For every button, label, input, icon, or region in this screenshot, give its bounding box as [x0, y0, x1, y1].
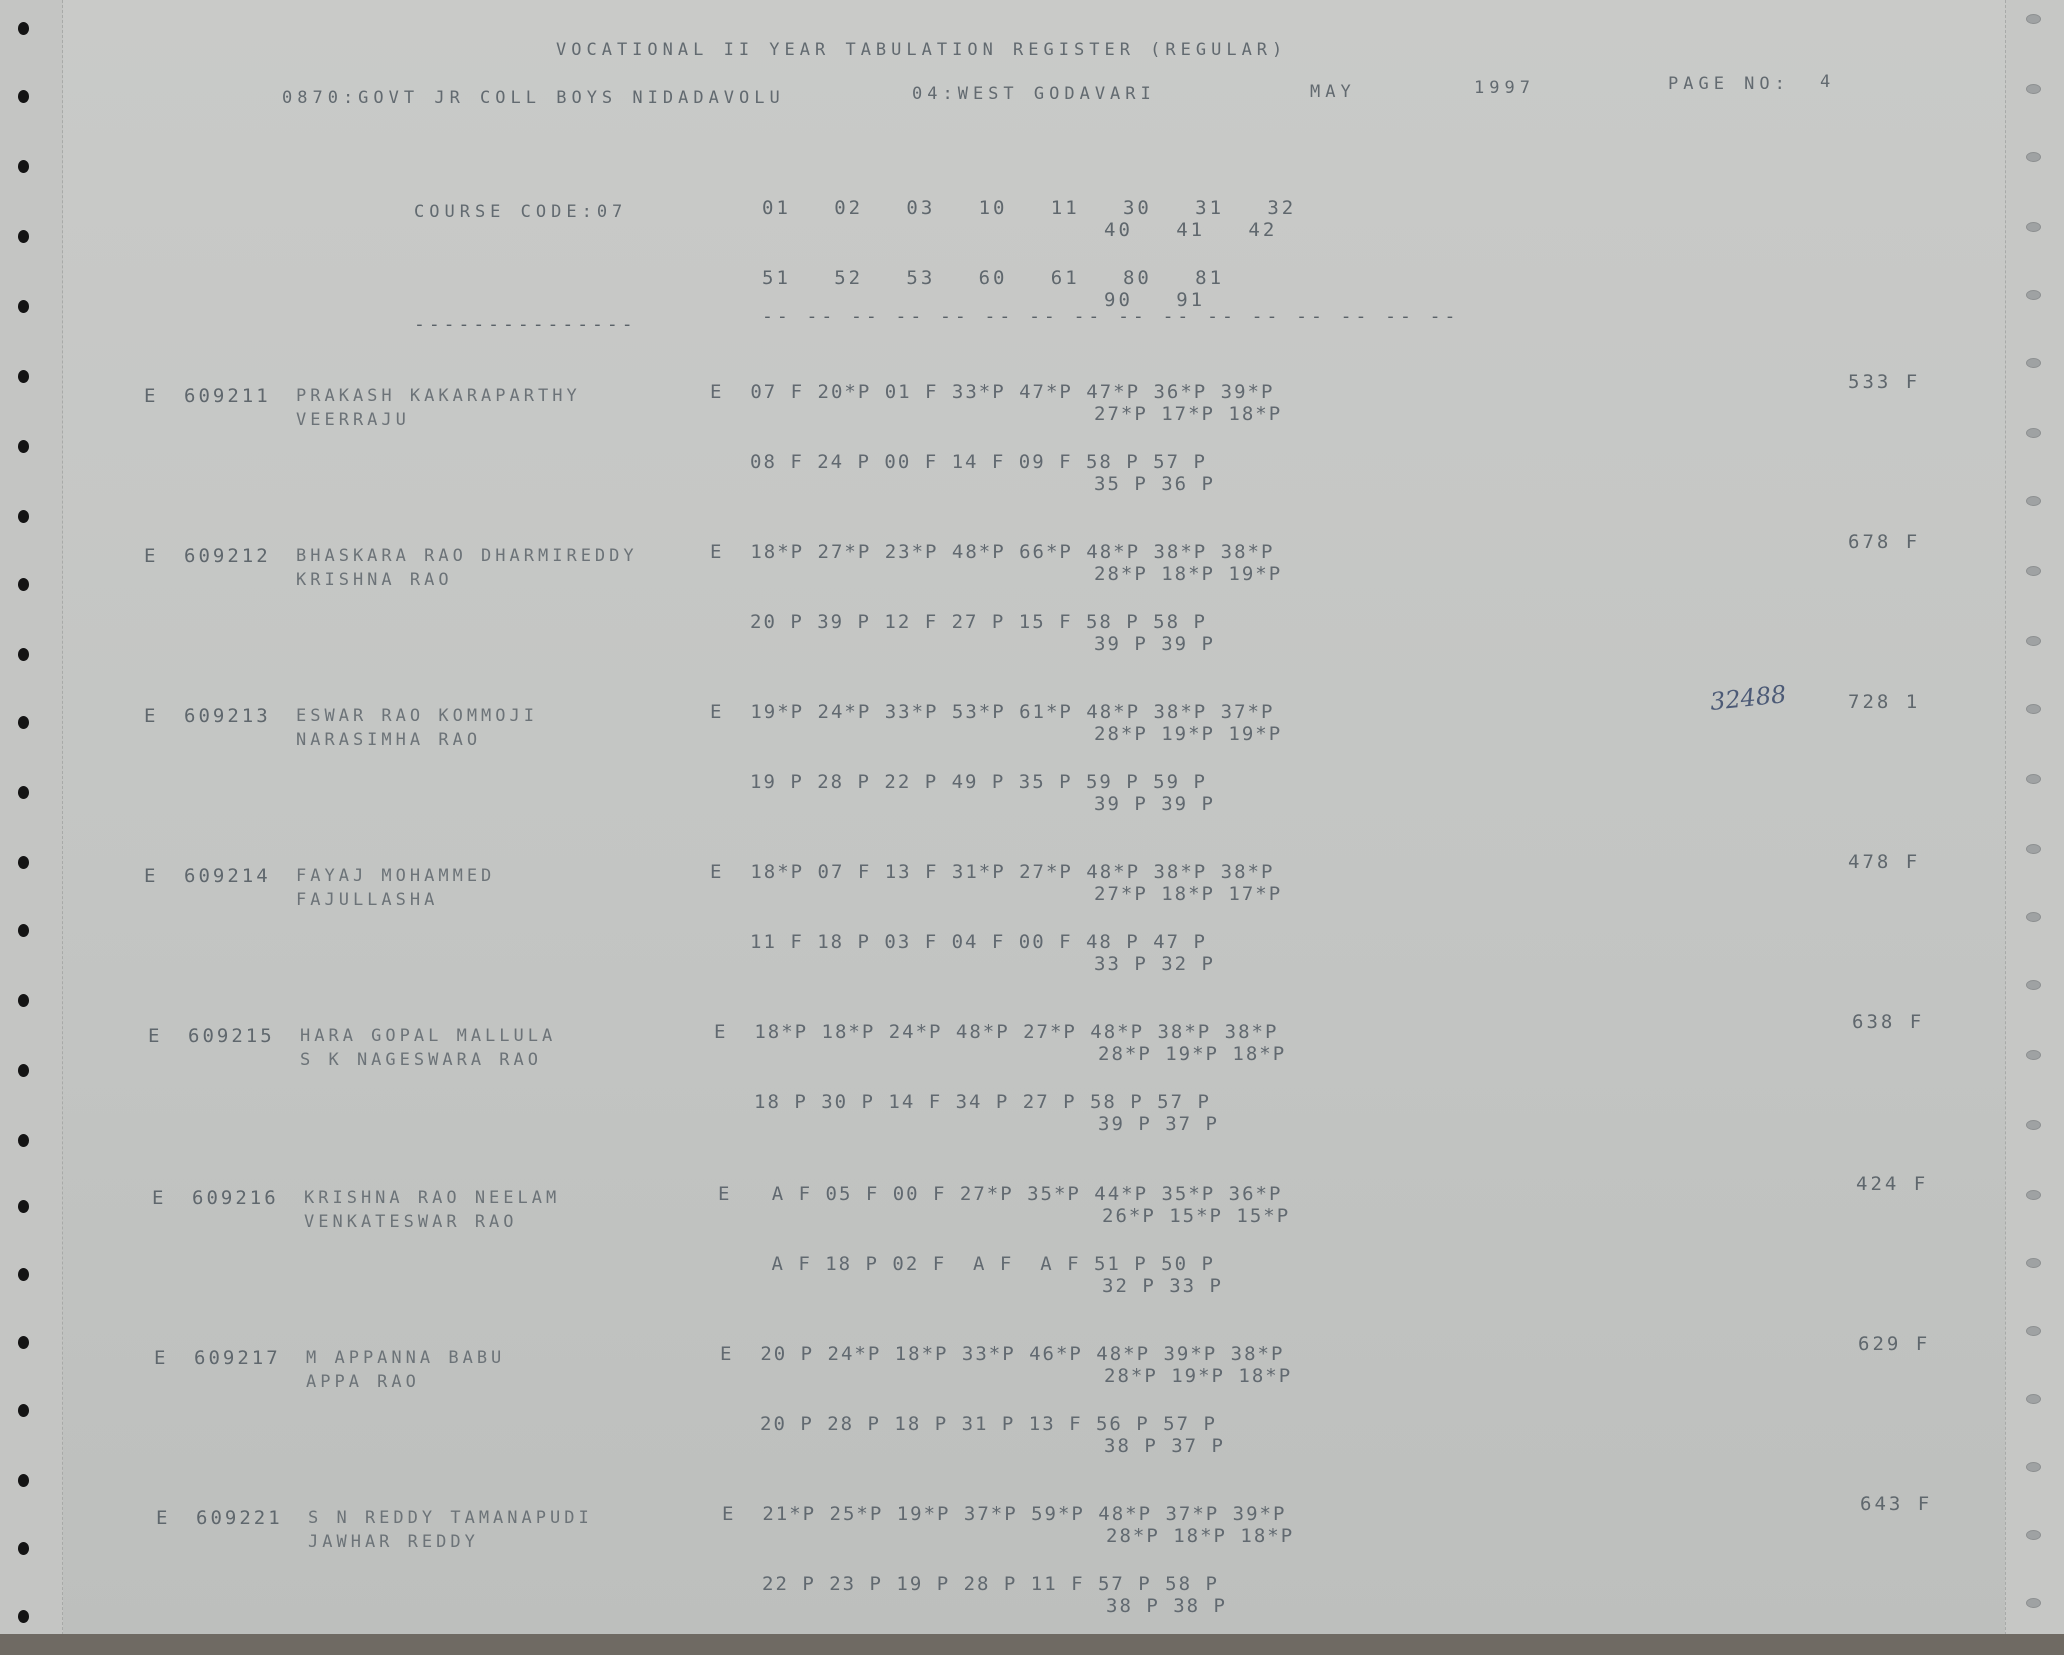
student-name-line1: ESWAR RAO KOMMOJI — [296, 706, 538, 726]
total-result: 424 F — [1856, 1173, 1929, 1195]
exam-month: MAY — [1310, 82, 1356, 102]
page-label: PAGE NO: — [1668, 74, 1790, 94]
tractor-hole — [2026, 222, 2041, 232]
total-result: 638 F — [1852, 1011, 1925, 1033]
header-rule-right: -- -- -- -- -- -- -- -- -- -- -- -- -- -- -- -- — [762, 306, 1460, 327]
tractor-hole — [2026, 290, 2041, 300]
tractor-hole — [18, 1542, 29, 1555]
registration-number: 609221 — [196, 1507, 283, 1529]
registration-number: 609217 — [194, 1347, 281, 1369]
tractor-hole — [18, 160, 29, 173]
student-name-line2: S K NAGESWARA RAO — [300, 1050, 542, 1070]
tractor-hole — [2026, 1190, 2041, 1200]
marks-attempt-b-row2: 35 P 36 P — [1094, 473, 1215, 495]
tractor-hole — [18, 994, 29, 1007]
tractor-hole — [2026, 980, 2041, 990]
tractor-hole — [18, 1610, 29, 1623]
tractor-hole — [2026, 84, 2041, 94]
marks-attempt-a-row1: E 18*P 07 F 13 F 31*P 27*P 48*P 38*P 38*P — [710, 861, 1275, 883]
marks-attempt-b-row1: 20 P 39 P 12 F 27 P 15 F 58 P 58 P — [750, 611, 1207, 633]
total-result: 533 F — [1848, 371, 1921, 393]
tractor-hole — [2026, 774, 2041, 784]
exam-flag: E — [144, 385, 159, 407]
handwritten-note: 32488 — [1708, 680, 1788, 716]
exam-flag: E — [148, 1025, 163, 1047]
marks-attempt-b-row1: 19 P 28 P 22 P 49 P 35 P 59 P 59 P — [750, 771, 1207, 793]
exam-flag: E — [156, 1507, 171, 1529]
tractor-hole — [18, 510, 29, 523]
total-result: 728 1 — [1848, 691, 1921, 713]
exam-flag: E — [144, 865, 159, 887]
student-name-line2: VENKATESWAR RAO — [304, 1212, 518, 1232]
tractor-hole — [18, 1268, 29, 1281]
marks-attempt-b-row2: 32 P 33 P — [1102, 1275, 1223, 1297]
college-name: 0870:GOVT JR COLL BOYS NIDADAVOLU — [282, 88, 785, 108]
student-name-line2: NARASIMHA RAO — [296, 730, 482, 750]
tractor-hole — [18, 1404, 29, 1417]
registration-number: 609216 — [192, 1187, 279, 1209]
page-number: 4 — [1820, 72, 1836, 92]
tractor-hole — [18, 1200, 29, 1213]
marks-attempt-b-row2: 39 P 39 P — [1094, 793, 1215, 815]
exam-flag: E — [154, 1347, 169, 1369]
exam-flag: E — [144, 545, 159, 567]
marks-attempt-a-row2: 28*P 19*P 19*P — [1094, 723, 1283, 745]
student-name-line1: FAYAJ MOHAMMED — [296, 866, 496, 886]
marks-attempt-a-row2: 27*P 18*P 17*P — [1094, 883, 1283, 905]
tractor-hole — [2026, 1050, 2041, 1060]
marks-attempt-b-row2: 39 P 39 P — [1094, 633, 1215, 655]
tractor-hole — [2026, 14, 2041, 24]
tractor-hole — [2026, 704, 2041, 714]
subject-codes-row1b: 40 41 42 — [1104, 219, 1278, 241]
right-tractor-strip — [2005, 0, 2064, 1640]
tractor-hole — [18, 924, 29, 937]
tractor-hole — [2026, 152, 2041, 162]
student-name-line1: HARA GOPAL MALLULA — [300, 1026, 557, 1046]
marks-attempt-b-row2: 33 P 32 P — [1094, 953, 1215, 975]
tractor-hole — [18, 786, 29, 799]
student-name-line2: FAJULLASHA — [296, 890, 439, 910]
registration-number: 609214 — [184, 865, 271, 887]
marks-attempt-b-row1: 20 P 28 P 18 P 31 P 13 F 56 P 57 P — [760, 1413, 1217, 1435]
tractor-hole — [2026, 1258, 2041, 1268]
exam-flag: E — [144, 705, 159, 727]
marks-attempt-a-row2: 28*P 18*P 19*P — [1094, 563, 1283, 585]
tractor-hole — [18, 230, 29, 243]
tractor-hole — [2026, 1394, 2041, 1404]
tractor-hole — [18, 90, 29, 103]
subject-codes-row1: 01 02 03 10 11 30 31 32 — [762, 197, 1297, 219]
tractor-hole — [2026, 1326, 2041, 1336]
tractor-hole — [2026, 566, 2041, 576]
marks-attempt-b-row1: A F 18 P 02 F A F A F 51 P 50 P — [758, 1253, 1215, 1275]
student-name-line1: S N REDDY TAMANAPUDI — [308, 1508, 593, 1528]
tractor-hole — [18, 1336, 29, 1349]
total-result: 643 F — [1860, 1493, 1933, 1515]
marks-attempt-b-row1: 08 F 24 P 00 F 14 F 09 F 58 P 57 P — [750, 451, 1207, 473]
tractor-hole — [18, 1064, 29, 1077]
marks-attempt-a-row2: 28*P 19*P 18*P — [1104, 1365, 1293, 1387]
tractor-hole — [18, 370, 29, 383]
registration-number: 609213 — [184, 705, 271, 727]
total-result: 629 F — [1858, 1333, 1931, 1355]
total-result: 478 F — [1848, 851, 1921, 873]
total-result: 678 F — [1848, 531, 1921, 553]
tractor-hole — [2026, 1120, 2041, 1130]
tractor-hole — [18, 1134, 29, 1147]
registration-number: 609212 — [184, 545, 271, 567]
student-name-line1: KRISHNA RAO NEELAM — [304, 1188, 561, 1208]
marks-attempt-a-row1: E 18*P 27*P 23*P 48*P 66*P 48*P 38*P 38*P — [710, 541, 1275, 563]
student-name-line1: M APPANNA BABU — [306, 1348, 506, 1368]
marks-attempt-a-row2: 27*P 17*P 18*P — [1094, 403, 1283, 425]
register-title: VOCATIONAL II YEAR TABULATION REGISTER (REGULAR) — [556, 40, 1288, 60]
marks-attempt-b-row1: 22 P 23 P 19 P 28 P 11 F 57 P 58 P — [762, 1573, 1219, 1595]
marks-attempt-b-row1: 11 F 18 P 03 F 04 F 00 F 48 P 47 P — [750, 931, 1207, 953]
tractor-hole — [18, 578, 29, 591]
marks-attempt-a-row1: E 20 P 24*P 18*P 33*P 46*P 48*P 39*P 38*P — [720, 1343, 1285, 1365]
tractor-hole — [2026, 844, 2041, 854]
subject-codes-row2b: 90 91 — [1104, 289, 1206, 311]
marks-attempt-a-row1: E 07 F 20*P 01 F 33*P 47*P 47*P 36*P 39*P — [710, 381, 1275, 403]
exam-flag: E — [152, 1187, 167, 1209]
tractor-hole — [18, 1474, 29, 1487]
tractor-hole — [2026, 912, 2041, 922]
marks-attempt-a-row1: E A F 05 F 00 F 27*P 35*P 44*P 35*P 36*P — [718, 1183, 1283, 1205]
student-name-line2: KRISHNA RAO — [296, 570, 453, 590]
tractor-hole — [2026, 1598, 2041, 1608]
student-name-line1: BHASKARA RAO DHARMIREDDY — [296, 546, 638, 566]
tractor-hole — [18, 300, 29, 313]
marks-attempt-a-row1: E 18*P 18*P 24*P 48*P 27*P 48*P 38*P 38*P — [714, 1021, 1279, 1043]
marks-attempt-b-row2: 38 P 37 P — [1104, 1435, 1225, 1457]
tractor-hole — [2026, 636, 2041, 646]
tractor-hole — [2026, 358, 2041, 368]
tractor-hole — [18, 716, 29, 729]
course-code-label: COURSE CODE:07 — [414, 202, 628, 222]
left-tractor-strip — [0, 0, 63, 1640]
marks-attempt-b-row1: 18 P 30 P 14 F 34 P 27 P 58 P 57 P — [754, 1091, 1211, 1113]
marks-attempt-a-row1: E 19*P 24*P 33*P 53*P 61*P 48*P 38*P 37*P — [710, 701, 1275, 723]
tractor-hole — [2026, 1462, 2041, 1472]
tractor-hole — [2026, 1530, 2041, 1540]
tractor-hole — [2026, 428, 2041, 438]
tractor-hole — [2026, 496, 2041, 506]
marks-attempt-a-row2: 28*P 18*P 18*P — [1106, 1525, 1295, 1547]
marks-attempt-b-row2: 39 P 37 P — [1098, 1113, 1219, 1135]
marks-attempt-a-row1: E 21*P 25*P 19*P 37*P 59*P 48*P 37*P 39*P — [722, 1503, 1287, 1525]
header-rule-left: --------------- — [414, 314, 637, 335]
tractor-hole — [18, 648, 29, 661]
student-name-line2: JAWHAR REDDY — [308, 1532, 479, 1552]
subject-codes-row2: 51 52 53 60 61 80 81 — [762, 267, 1225, 289]
tractor-hole — [18, 856, 29, 869]
marks-attempt-a-row2: 28*P 19*P 18*P — [1098, 1043, 1287, 1065]
district-name: 04:WEST GODAVARI — [912, 84, 1156, 104]
student-name-line2: APPA RAO — [306, 1372, 420, 1392]
registration-number: 609211 — [184, 385, 271, 407]
tractor-hole — [18, 440, 29, 453]
student-name-line1: PRAKASH KAKARAPARTHY — [296, 386, 581, 406]
registration-number: 609215 — [188, 1025, 275, 1047]
exam-year: 1997 — [1474, 78, 1535, 98]
marks-attempt-b-row2: 38 P 38 P — [1106, 1595, 1227, 1617]
marks-attempt-a-row2: 26*P 15*P 15*P — [1102, 1205, 1291, 1227]
tractor-hole — [18, 22, 29, 35]
student-name-line2: VEERRAJU — [296, 410, 410, 430]
